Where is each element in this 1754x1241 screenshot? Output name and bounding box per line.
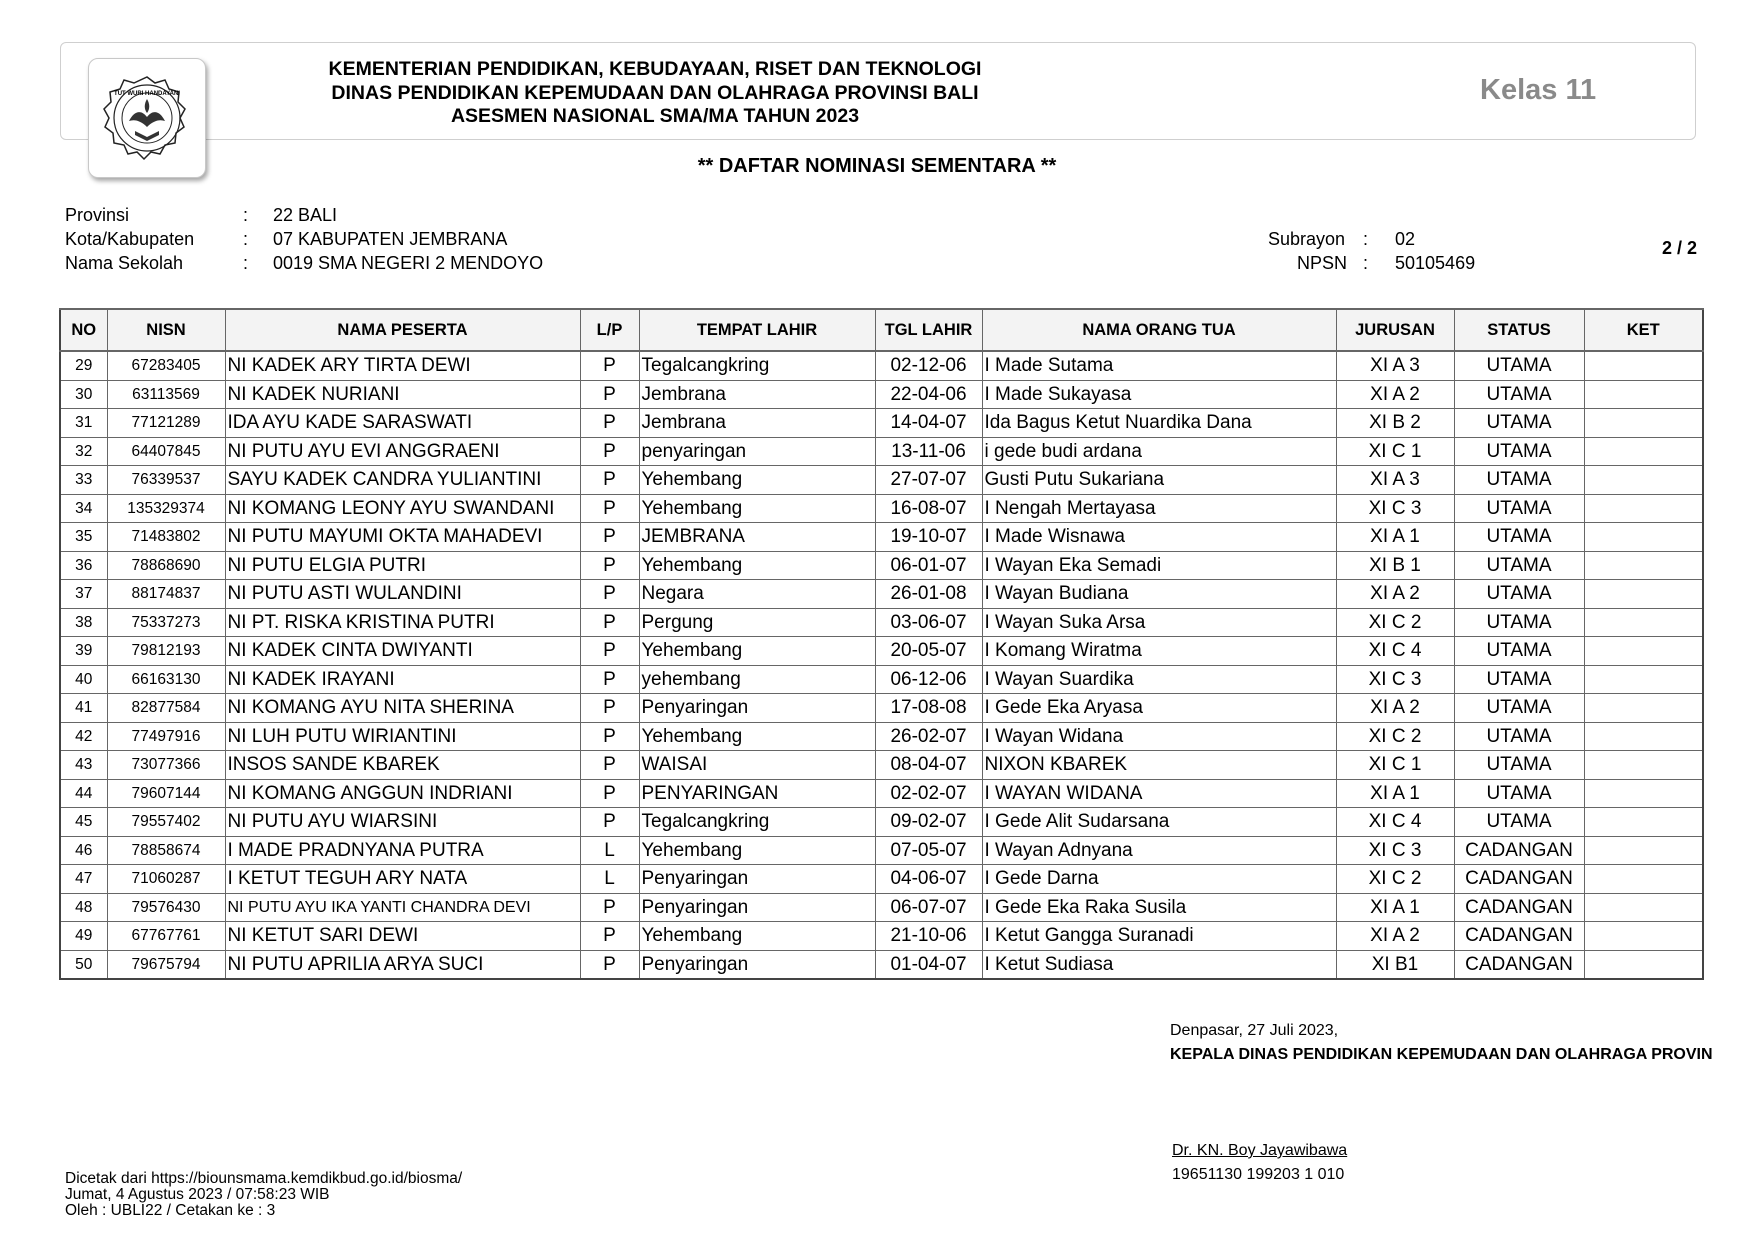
cell-tempat-lahir: Tegalcangkring	[639, 351, 875, 380]
cell-jurusan: XI B 1	[1336, 551, 1454, 580]
cell-nama-peserta: NI PUTU AYU WIARSINI	[225, 808, 580, 837]
cell-nisn: 135329374	[107, 494, 225, 523]
cell-ket	[1584, 608, 1703, 637]
cell-no: 42	[60, 722, 107, 751]
cell-nama-peserta: NI PUTU ELGIA PUTRI	[225, 551, 580, 580]
cell-nama-orang-tua: I Gede Alit Sudarsana	[982, 808, 1336, 837]
signature-nip: 19651130 199203 1 010	[1172, 1166, 1345, 1183]
cell-tempat-lahir: Pergung	[639, 608, 875, 637]
cell-ket	[1584, 694, 1703, 723]
cell-status: CADANGAN	[1454, 836, 1584, 865]
cell-lp: P	[580, 608, 639, 637]
column-header-nama-peserta: NAMA PESERTA	[225, 309, 580, 351]
table-row	[60, 580, 1703, 609]
cell-ket	[1584, 437, 1703, 466]
cell-tgl-lahir: 07-05-07	[875, 836, 982, 865]
cell-no: 37	[60, 580, 107, 609]
npsn-value: 50105469	[1395, 253, 1476, 273]
cell-tgl-lahir: 20-05-07	[875, 637, 982, 666]
cell-tempat-lahir: Negara	[639, 580, 875, 609]
table-row	[60, 722, 1703, 751]
kota-value: 07 KABUPATEN JEMBRANA	[273, 229, 508, 249]
cell-no: 39	[60, 637, 107, 666]
cell-nama-orang-tua: I Wayan Adnyana	[982, 836, 1336, 865]
table-row	[60, 779, 1703, 808]
cell-nama-peserta: NI LUH PUTU WIRIANTINI	[225, 722, 580, 751]
cell-nama-orang-tua: I Gede Darna	[982, 865, 1336, 894]
provinsi-value: 22 BALI	[273, 205, 338, 225]
column-header-jurusan: JURUSAN	[1336, 309, 1454, 351]
cell-nama-peserta: SAYU KADEK CANDRA YULIANTINI	[225, 466, 580, 495]
cell-ket	[1584, 351, 1703, 380]
cell-nama-orang-tua: I Gede Eka Raka Susila	[982, 893, 1336, 922]
title-assessment: ASESMEN NASIONAL SMA/MA TAHUN 2023	[450, 105, 860, 127]
column-header-tgl-lahir: TGL LAHIR	[875, 309, 982, 351]
sekolah-colon: :	[243, 253, 249, 273]
cell-nama-peserta: NI KOMANG LEONY AYU SWANDANI	[225, 494, 580, 523]
cell-tempat-lahir: Jembrana	[639, 380, 875, 409]
cell-jurusan: XI A 1	[1336, 893, 1454, 922]
cell-ket	[1584, 380, 1703, 409]
cell-no: 30	[60, 380, 107, 409]
cell-lp: P	[580, 494, 639, 523]
cell-nisn: 71483802	[107, 523, 225, 552]
cell-nama-orang-tua: I Wayan Budiana	[982, 580, 1336, 609]
cell-tempat-lahir: WAISAI	[639, 751, 875, 780]
cell-nama-peserta: NI PT. RISKA KRISTINA PUTRI	[225, 608, 580, 637]
cell-nama-orang-tua: I Ketut Gangga Suranadi	[982, 922, 1336, 951]
cell-tgl-lahir: 01-04-07	[875, 950, 982, 979]
cell-tempat-lahir: yehembang	[639, 665, 875, 694]
cell-no: 43	[60, 751, 107, 780]
cell-ket	[1584, 551, 1703, 580]
cell-tgl-lahir: 06-01-07	[875, 551, 982, 580]
cell-no: 34	[60, 494, 107, 523]
cell-nisn: 64407845	[107, 437, 225, 466]
cell-ket	[1584, 665, 1703, 694]
table-row	[60, 494, 1703, 523]
cell-nama-orang-tua: I Wayan Eka Semadi	[982, 551, 1336, 580]
subrayon-value: 02	[1395, 229, 1416, 249]
table-row	[60, 637, 1703, 666]
cell-lp: P	[580, 437, 639, 466]
footer-print-date: Jumat, 4 Agustus 2023 / 07:58:23 WIB	[65, 1186, 330, 1203]
cell-lp: P	[580, 922, 639, 951]
cell-tempat-lahir: Yehembang	[639, 922, 875, 951]
cell-tgl-lahir: 17-08-08	[875, 694, 982, 723]
cell-nisn: 73077366	[107, 751, 225, 780]
title-ministry: KEMENTERIAN PENDIDIKAN, KEBUDAYAAN, RISET DAN TEKNOLOGI	[328, 58, 982, 80]
cell-nisn: 79812193	[107, 637, 225, 666]
table-row	[60, 950, 1703, 979]
cell-status: UTAMA	[1454, 751, 1584, 780]
table-header-row	[60, 309, 1703, 351]
column-header-ket: KET	[1584, 309, 1703, 351]
cell-ket	[1584, 865, 1703, 894]
cell-tgl-lahir: 22-04-06	[875, 380, 982, 409]
cell-lp: P	[580, 893, 639, 922]
print-footer	[65, 1171, 462, 1219]
signature-office: KEPALA DINAS PENDIDIKAN KEPEMUDAAN DAN OLAHRAGA PROVIN	[1170, 1046, 1713, 1063]
cell-ket	[1584, 893, 1703, 922]
cell-tgl-lahir: 06-07-07	[875, 893, 982, 922]
cell-jurusan: XI A 3	[1336, 351, 1454, 380]
cell-nama-orang-tua: NIXON KBAREK	[982, 751, 1336, 780]
cell-jurusan: XI C 3	[1336, 494, 1454, 523]
cell-no: 40	[60, 665, 107, 694]
cell-tempat-lahir: Jembrana	[639, 409, 875, 438]
cell-ket	[1584, 494, 1703, 523]
cell-lp: P	[580, 779, 639, 808]
cell-tempat-lahir: JEMBRANA	[639, 523, 875, 552]
cell-nisn: 63113569	[107, 380, 225, 409]
cell-nama-peserta: I MADE PRADNYANA PUTRA	[225, 836, 580, 865]
column-header-nisn: NISN	[107, 309, 225, 351]
table-row	[60, 380, 1703, 409]
sekolah-value: 0019 SMA NEGERI 2 MENDOYO	[273, 253, 544, 273]
cell-nama-peserta: NI KADEK NURIANI	[225, 380, 580, 409]
cell-tgl-lahir: 04-06-07	[875, 865, 982, 894]
column-header-no: NO	[60, 309, 107, 351]
cell-nisn: 77497916	[107, 722, 225, 751]
cell-nama-orang-tua: I Nengah Mertayasa	[982, 494, 1336, 523]
cell-lp: P	[580, 751, 639, 780]
nomination-table	[59, 308, 1704, 980]
cell-tgl-lahir: 21-10-06	[875, 922, 982, 951]
cell-tempat-lahir: Yehembang	[639, 551, 875, 580]
cell-nama-orang-tua: I Made Sutama	[982, 351, 1336, 380]
cell-tempat-lahir: Yehembang	[639, 466, 875, 495]
cell-status: CADANGAN	[1454, 865, 1584, 894]
footer-printed-by: Oleh : UBLI22 / Cetakan ke : 3	[65, 1202, 276, 1219]
column-header-status: STATUS	[1454, 309, 1584, 351]
cell-jurusan: XI A 3	[1336, 466, 1454, 495]
cell-nama-peserta: NI KOMANG ANGGUN INDRIANI	[225, 779, 580, 808]
cell-status: CADANGAN	[1454, 922, 1584, 951]
cell-status: UTAMA	[1454, 551, 1584, 580]
cell-nama-peserta: NI KADEK CINTA DWIYANTI	[225, 637, 580, 666]
cell-status: UTAMA	[1454, 808, 1584, 837]
cell-tgl-lahir: 19-10-07	[875, 523, 982, 552]
cell-status: UTAMA	[1454, 466, 1584, 495]
cell-status: UTAMA	[1454, 380, 1584, 409]
cell-jurusan: XI C 2	[1336, 865, 1454, 894]
cell-nisn: 79576430	[107, 893, 225, 922]
cell-nama-orang-tua: Gusti Putu Sukariana	[982, 466, 1336, 495]
table-row	[60, 409, 1703, 438]
cell-tgl-lahir: 02-02-07	[875, 779, 982, 808]
cell-lp: P	[580, 694, 639, 723]
cell-tgl-lahir: 14-04-07	[875, 409, 982, 438]
cell-tgl-lahir: 09-02-07	[875, 808, 982, 837]
table-row	[60, 808, 1703, 837]
cell-tempat-lahir: Penyaringan	[639, 694, 875, 723]
cell-status: UTAMA	[1454, 523, 1584, 552]
cell-nisn: 76339537	[107, 466, 225, 495]
class-label: Kelas 11	[1480, 74, 1597, 106]
cell-no: 46	[60, 836, 107, 865]
table-row	[60, 437, 1703, 466]
title-agency: DINAS PENDIDIKAN KEPEMUDAAN DAN OLAHRAGA PROVINSI BALI	[331, 81, 979, 104]
cell-nama-peserta: NI PUTU AYU IKA YANTI CHANDRA DEVI	[225, 893, 580, 922]
logo-text: TUT WURI HANDAYANI	[114, 91, 180, 97]
cell-nama-orang-tua: I Wayan Widana	[982, 722, 1336, 751]
cell-nama-orang-tua: I Komang Wiratma	[982, 637, 1336, 666]
table-row	[60, 665, 1703, 694]
cell-status: UTAMA	[1454, 437, 1584, 466]
cell-status: UTAMA	[1454, 722, 1584, 751]
cell-nama-peserta: NI KADEK IRAYANI	[225, 665, 580, 694]
cell-tgl-lahir: 26-02-07	[875, 722, 982, 751]
cell-status: UTAMA	[1454, 409, 1584, 438]
table-row	[60, 351, 1703, 380]
table-row	[60, 608, 1703, 637]
cell-nisn: 66163130	[107, 665, 225, 694]
cell-nama-orang-tua: I WAYAN WIDANA	[982, 779, 1336, 808]
npsn-colon: :	[1363, 253, 1369, 273]
cell-status: UTAMA	[1454, 665, 1584, 694]
table-row	[60, 551, 1703, 580]
cell-no: 49	[60, 922, 107, 951]
cell-status: CADANGAN	[1454, 893, 1584, 922]
cell-ket	[1584, 836, 1703, 865]
cell-nama-orang-tua: I Made Wisnawa	[982, 523, 1336, 552]
cell-nisn: 82877584	[107, 694, 225, 723]
cell-nisn: 79675794	[107, 950, 225, 979]
cell-lp: P	[580, 637, 639, 666]
cell-nama-peserta: NI PUTU APRILIA ARYA SUCI	[225, 950, 580, 979]
cell-tgl-lahir: 03-06-07	[875, 608, 982, 637]
cell-nama-orang-tua: I Gede Eka Aryasa	[982, 694, 1336, 723]
cell-jurusan: XI A 1	[1336, 523, 1454, 552]
cell-nama-orang-tua: I Wayan Suka Arsa	[982, 608, 1336, 637]
cell-nisn: 78858674	[107, 836, 225, 865]
kota-label: Kota/Kabupaten	[65, 229, 195, 249]
npsn-label: NPSN	[1297, 253, 1348, 273]
cell-status: UTAMA	[1454, 351, 1584, 380]
table-row	[60, 865, 1703, 894]
cell-lp: P	[580, 351, 639, 380]
cell-ket	[1584, 523, 1703, 552]
cell-no: 48	[60, 893, 107, 922]
cell-tempat-lahir: Penyaringan	[639, 950, 875, 979]
cell-jurusan: XI C 4	[1336, 808, 1454, 837]
sekolah-label: Nama Sekolah	[65, 253, 184, 273]
letterhead-titles	[328, 58, 982, 129]
cell-nisn: 79557402	[107, 808, 225, 837]
page-number: 2 / 2	[1662, 238, 1698, 258]
cell-tgl-lahir: 13-11-06	[875, 437, 982, 466]
cell-tempat-lahir: Yehembang	[639, 722, 875, 751]
cell-tgl-lahir: 26-01-08	[875, 580, 982, 609]
document-subtitle: ** DAFTAR NOMINASI SEMENTARA **	[697, 155, 1057, 177]
cell-nisn: 75337273	[107, 608, 225, 637]
cell-ket	[1584, 580, 1703, 609]
cell-status: UTAMA	[1454, 694, 1584, 723]
cell-status: UTAMA	[1454, 494, 1584, 523]
cell-lp: P	[580, 380, 639, 409]
cell-nisn: 78868690	[107, 551, 225, 580]
cell-tempat-lahir: Yehembang	[639, 637, 875, 666]
cell-jurusan: XI A 1	[1336, 779, 1454, 808]
cell-nisn: 79607144	[107, 779, 225, 808]
cell-no: 29	[60, 351, 107, 380]
cell-nama-peserta: IDA AYU KADE SARASWATI	[225, 409, 580, 438]
cell-lp: P	[580, 551, 639, 580]
table-row	[60, 694, 1703, 723]
cell-status: CADANGAN	[1454, 950, 1584, 979]
cell-tempat-lahir: PENYARINGAN	[639, 779, 875, 808]
cell-no: 50	[60, 950, 107, 979]
cell-lp: P	[580, 409, 639, 438]
provinsi-label: Provinsi	[65, 205, 130, 225]
cell-tgl-lahir: 06-12-06	[875, 665, 982, 694]
cell-status: UTAMA	[1454, 779, 1584, 808]
cell-tempat-lahir: penyaringan	[639, 437, 875, 466]
cell-ket	[1584, 722, 1703, 751]
table-row	[60, 466, 1703, 495]
cell-nisn: 67283405	[107, 351, 225, 380]
signature-name: Dr. KN. Boy Jayawibawa	[1172, 1142, 1348, 1159]
cell-nama-peserta: NI PUTU AYU EVI ANGGRAENI	[225, 437, 580, 466]
cell-lp: P	[580, 466, 639, 495]
cell-nama-peserta: NI KETUT SARI DEWI	[225, 922, 580, 951]
cell-jurusan: XI C 1	[1336, 437, 1454, 466]
cell-tgl-lahir: 16-08-07	[875, 494, 982, 523]
cell-tempat-lahir: Tegalcangkring	[639, 808, 875, 837]
cell-lp: L	[580, 865, 639, 894]
cell-no: 45	[60, 808, 107, 837]
cell-nama-orang-tua: I Made Sukayasa	[982, 380, 1336, 409]
cell-lp: P	[580, 950, 639, 979]
cell-status: UTAMA	[1454, 637, 1584, 666]
cell-jurusan: XI B1	[1336, 950, 1454, 979]
cell-jurusan: XI C 2	[1336, 608, 1454, 637]
table-row	[60, 523, 1703, 552]
kota-colon: :	[243, 229, 249, 249]
cell-nama-peserta: NI PUTU ASTI WULANDINI	[225, 580, 580, 609]
cell-jurusan: XI C 3	[1336, 665, 1454, 694]
cell-jurusan: XI C 3	[1336, 836, 1454, 865]
cell-no: 41	[60, 694, 107, 723]
cell-nama-peserta: NI PUTU MAYUMI OKTA MAHADEVI	[225, 523, 580, 552]
subrayon-label: Subrayon	[1268, 229, 1346, 249]
cell-nisn: 67767761	[107, 922, 225, 951]
column-header-nama-orang-tua: NAMA ORANG TUA	[982, 309, 1336, 351]
cell-no: 35	[60, 523, 107, 552]
cell-ket	[1584, 409, 1703, 438]
footer-printed-from: Dicetak dari https://biounsmama.kemdikbud.go.id/biosma/	[65, 1170, 463, 1187]
cell-no: 36	[60, 551, 107, 580]
cell-ket	[1584, 751, 1703, 780]
cell-no: 31	[60, 409, 107, 438]
cell-nama-orang-tua: I Ketut Sudiasa	[982, 950, 1336, 979]
cell-tempat-lahir: Yehembang	[639, 494, 875, 523]
cell-tgl-lahir: 02-12-06	[875, 351, 982, 380]
cell-nama-peserta: I KETUT TEGUH ARY NATA	[225, 865, 580, 894]
cell-nama-orang-tua: Ida Bagus Ketut Nuardika Dana	[982, 409, 1336, 438]
cell-nama-peserta: NI KOMANG AYU NITA SHERINA	[225, 694, 580, 723]
cell-tempat-lahir: Penyaringan	[639, 865, 875, 894]
signature-place-date: Denpasar, 27 Juli 2023,	[1170, 1022, 1339, 1039]
subrayon-colon: :	[1363, 229, 1369, 249]
table-row	[60, 922, 1703, 951]
cell-tgl-lahir: 27-07-07	[875, 466, 982, 495]
cell-jurusan: XI C 2	[1336, 722, 1454, 751]
cell-lp: P	[580, 722, 639, 751]
cell-lp: P	[580, 580, 639, 609]
cell-no: 44	[60, 779, 107, 808]
cell-no: 38	[60, 608, 107, 637]
cell-ket	[1584, 950, 1703, 979]
cell-tgl-lahir: 08-04-07	[875, 751, 982, 780]
cell-ket	[1584, 637, 1703, 666]
cell-nama-peserta: INSOS SANDE KBAREK	[225, 751, 580, 780]
cell-status: UTAMA	[1454, 580, 1584, 609]
table-row	[60, 751, 1703, 780]
cell-tempat-lahir: Penyaringan	[639, 893, 875, 922]
cell-jurusan: XI B 2	[1336, 409, 1454, 438]
cell-jurusan: XI A 2	[1336, 580, 1454, 609]
column-header-tempat-lahir: TEMPAT LAHIR	[639, 309, 875, 351]
cell-lp: P	[580, 808, 639, 837]
cell-nisn: 88174837	[107, 580, 225, 609]
cell-jurusan: XI C 1	[1336, 751, 1454, 780]
cell-jurusan: XI C 4	[1336, 637, 1454, 666]
cell-nisn: 77121289	[107, 409, 225, 438]
table-body	[60, 351, 1703, 979]
cell-tempat-lahir: Yehembang	[639, 836, 875, 865]
cell-jurusan: XI A 2	[1336, 380, 1454, 409]
cell-nama-peserta: NI KADEK ARY TIRTA DEWI	[225, 351, 580, 380]
cell-jurusan: XI A 2	[1336, 694, 1454, 723]
cell-lp: P	[580, 523, 639, 552]
cell-no: 33	[60, 466, 107, 495]
cell-jurusan: XI A 2	[1336, 922, 1454, 951]
cell-no: 47	[60, 865, 107, 894]
cell-status: UTAMA	[1454, 608, 1584, 637]
provinsi-colon: :	[243, 205, 249, 225]
cell-nisn: 71060287	[107, 865, 225, 894]
cell-lp: P	[580, 665, 639, 694]
cell-nama-orang-tua: I Wayan Suardika	[982, 665, 1336, 694]
cell-ket	[1584, 808, 1703, 837]
cell-ket	[1584, 466, 1703, 495]
cell-nama-orang-tua: i gede budi ardana	[982, 437, 1336, 466]
table-row	[60, 836, 1703, 865]
cell-no: 32	[60, 437, 107, 466]
cell-lp: L	[580, 836, 639, 865]
table-row	[60, 893, 1703, 922]
cell-ket	[1584, 779, 1703, 808]
cell-ket	[1584, 922, 1703, 951]
column-header-lp: L/P	[580, 309, 639, 351]
